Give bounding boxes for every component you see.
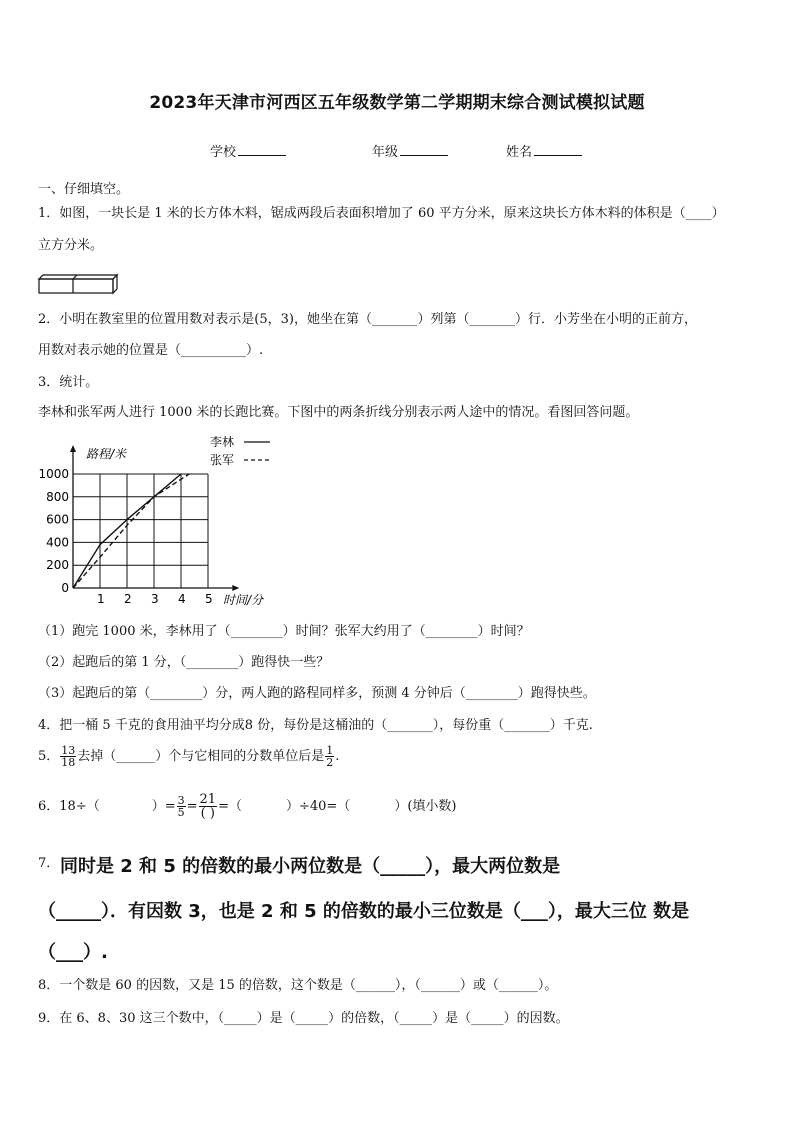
q3-sub1: （1）跑完 1000 米，李林用了（________）时间？张军大约用了（________）时间？ [38, 624, 530, 639]
x-axis-label: 时间/分 [223, 593, 264, 607]
q3-sub2: （2）起跑后的第 1 分，（________）跑得快一些？ [38, 655, 330, 670]
series-line-zhangjun [73, 474, 189, 588]
y-tick-label: 400 [46, 535, 69, 550]
q1-line2: 立方分米。 [38, 238, 104, 253]
x-tick-label: 5 [205, 592, 213, 606]
x-axis-arrow [232, 585, 239, 591]
q4-text: 4．把一桶 5 千克的食用油平均分成8 份，每份是这桶油的（_______），每份重（_______）千克. [38, 718, 593, 733]
y-tick-label: 800 [46, 489, 69, 504]
school-blank[interactable] [238, 143, 286, 156]
q6-fraction-21-blank: $\frac{21}{( )}$ [199, 792, 217, 821]
q7-line2: （_____）．有因数 3，也是 2 和 5 的倍数的最小三位数是（___），最大三位 数是 [38, 901, 690, 922]
q6-text: 6．18÷（ ）= $\frac{3}{5}$ = $\frac{21}{( )}$ =（ ）÷40=（ ）(填小数) [38, 792, 457, 821]
chart-legend [210, 434, 270, 467]
y-tick-label: 1000 [38, 467, 69, 481]
q7-number: 7． [38, 856, 60, 871]
q2-line2: 用数对表示她的位置是（__________）. [38, 343, 264, 358]
q3-label: 3．统计。 [38, 375, 99, 390]
chart-tick-labels [38, 467, 212, 606]
page-title: 2023年天津市河西区五年级数学第二学期期末综合测试模拟试题 [149, 93, 645, 113]
x-tick-label: 4 [178, 592, 186, 606]
cuboid-front-face [39, 279, 113, 293]
section-heading: 一、仔细填空。 [38, 182, 130, 197]
q6-fraction-3-5: $\frac{3}{5}$ [177, 794, 185, 819]
x-tick-label: 2 [124, 592, 132, 606]
q5-fraction-1-2: $\frac{1}{2}$ [326, 744, 334, 769]
school-label: 学校 [210, 145, 237, 160]
q1-line1: 1．如图，一块长是 1 米的长方体木料，锯成两段后表面积增加了 60 平方分米，原来这块长方体木料的体积是（____） [38, 206, 725, 221]
y-tick-label: 0 [61, 581, 69, 595]
race-line-chart [30, 428, 290, 618]
legend-label-lilin: 李林 [210, 435, 235, 449]
cuboid-figure [36, 270, 120, 296]
name-field[interactable] [506, 141, 582, 160]
y-tick-label: 600 [46, 512, 69, 527]
q9-text: 9．在 6、8、30 这三个数中，（_____）是（_____）的倍数，（_____）是（_____）的因数。 [38, 1011, 569, 1026]
y-axis-arrow [70, 445, 76, 452]
name-label: 姓名 [506, 145, 533, 160]
cuboid-top-face [39, 275, 117, 279]
q3-description: 李林和张军两人进行 1000 米的长跑比赛。下图中的两条折线分别表示两人途中的情况。看图回答问题。 [38, 405, 639, 420]
q5-fraction-13-18: $\frac{13}{18}$ [61, 744, 76, 769]
grade-blank[interactable] [400, 143, 448, 156]
q2-line1: 2．小明在教室里的位置用数对表示是(5，3)，她坐在第（_______）列第（_______）行．小芳坐在小明的正前方， [38, 312, 697, 327]
q7-line3: （___）. [38, 942, 108, 963]
y-axis-label: 路程/米 [86, 447, 127, 461]
chart-grid [73, 474, 208, 588]
school-field[interactable] [210, 141, 286, 160]
x-tick-label: 3 [151, 592, 159, 606]
q3-sub3: （3）起跑后的第（________）分，两人跑的路程同样多，预测 4 分钟后（________）跑得快些。 [38, 686, 596, 701]
y-tick-label: 200 [46, 558, 69, 573]
name-blank[interactable] [534, 143, 582, 156]
chart-series [73, 474, 189, 588]
q8-text: 8．一个数是 60 的因数，又是 15 的倍数，这个数是（______），（______）或（______）。 [38, 978, 558, 993]
q5-text: 5． $\frac{13}{18}$ 去掉（______）个与它相同的分数单位后是 $\frac{1}{2}$ . [38, 744, 340, 769]
x-tick-label: 1 [97, 592, 105, 606]
legend-label-zhangjun: 张军 [210, 453, 235, 467]
grade-label: 年级 [372, 145, 399, 160]
grade-field[interactable] [372, 141, 448, 160]
q7-line1: 同时是 2 和 5 的倍数的最小两位数是（_____），最大两位数是 [60, 856, 561, 877]
cuboid-side-face [113, 275, 117, 293]
